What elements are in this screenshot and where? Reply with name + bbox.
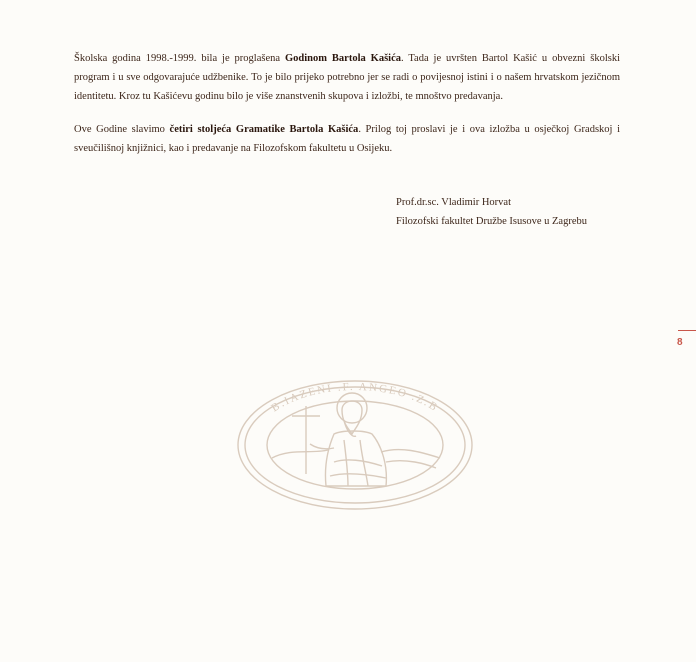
- paragraph-1-part2: . Tada je uvršten Bartol Kašić u obvezni školski program i u sve odgovarajuće udžbenike. To je bilo prijeko potrebno jer se radi o povijesnoj istini i o našem hrvatskom jezičnom identitetu. Kroz tu Kašićevu godinu bilo je više znanstvenih skupova i izložbi, te mnoštvo predavanja.: [74, 53, 621, 102]
- paragraph-1-bold: Godinom Bartola Kašića: [284, 53, 401, 64]
- paragraph-2-bold: četiri stoljeća Gramatike Bartola Kašića: [169, 124, 359, 135]
- paragraph-1-part1: Školska godina 1998.-1999. bila je proglašena: [74, 53, 285, 64]
- page-number: 8: [677, 337, 683, 348]
- author-affiliation: Filozofski fakultet Družbe Isusove u Zagrebu: [396, 216, 587, 227]
- seal-inscription: B.IAZENI .F. ANGEO .Z.B: [269, 380, 441, 415]
- seal-watermark-image: [236, 378, 474, 512]
- page-marker-line: [678, 330, 696, 331]
- paragraph-1: [74, 49, 620, 106]
- paragraph-2: [74, 120, 620, 158]
- svg-text:B.IAZENI .F. ANGEO .Z.B: [269, 381, 440, 414]
- paragraph-2-part1: Ove Godine slavimo: [74, 124, 170, 135]
- author-name: Prof.dr.sc. Vladimir Horvat: [396, 197, 511, 208]
- signature-block: [396, 193, 587, 231]
- paragraph-2-part2: . Prilog toj proslavi je i ova izložba u osječkoj Gradskoj i sveučilišnoj knjižnici, kao i predavanje na Filozofskom fakultetu u Osijeku.: [74, 124, 620, 154]
